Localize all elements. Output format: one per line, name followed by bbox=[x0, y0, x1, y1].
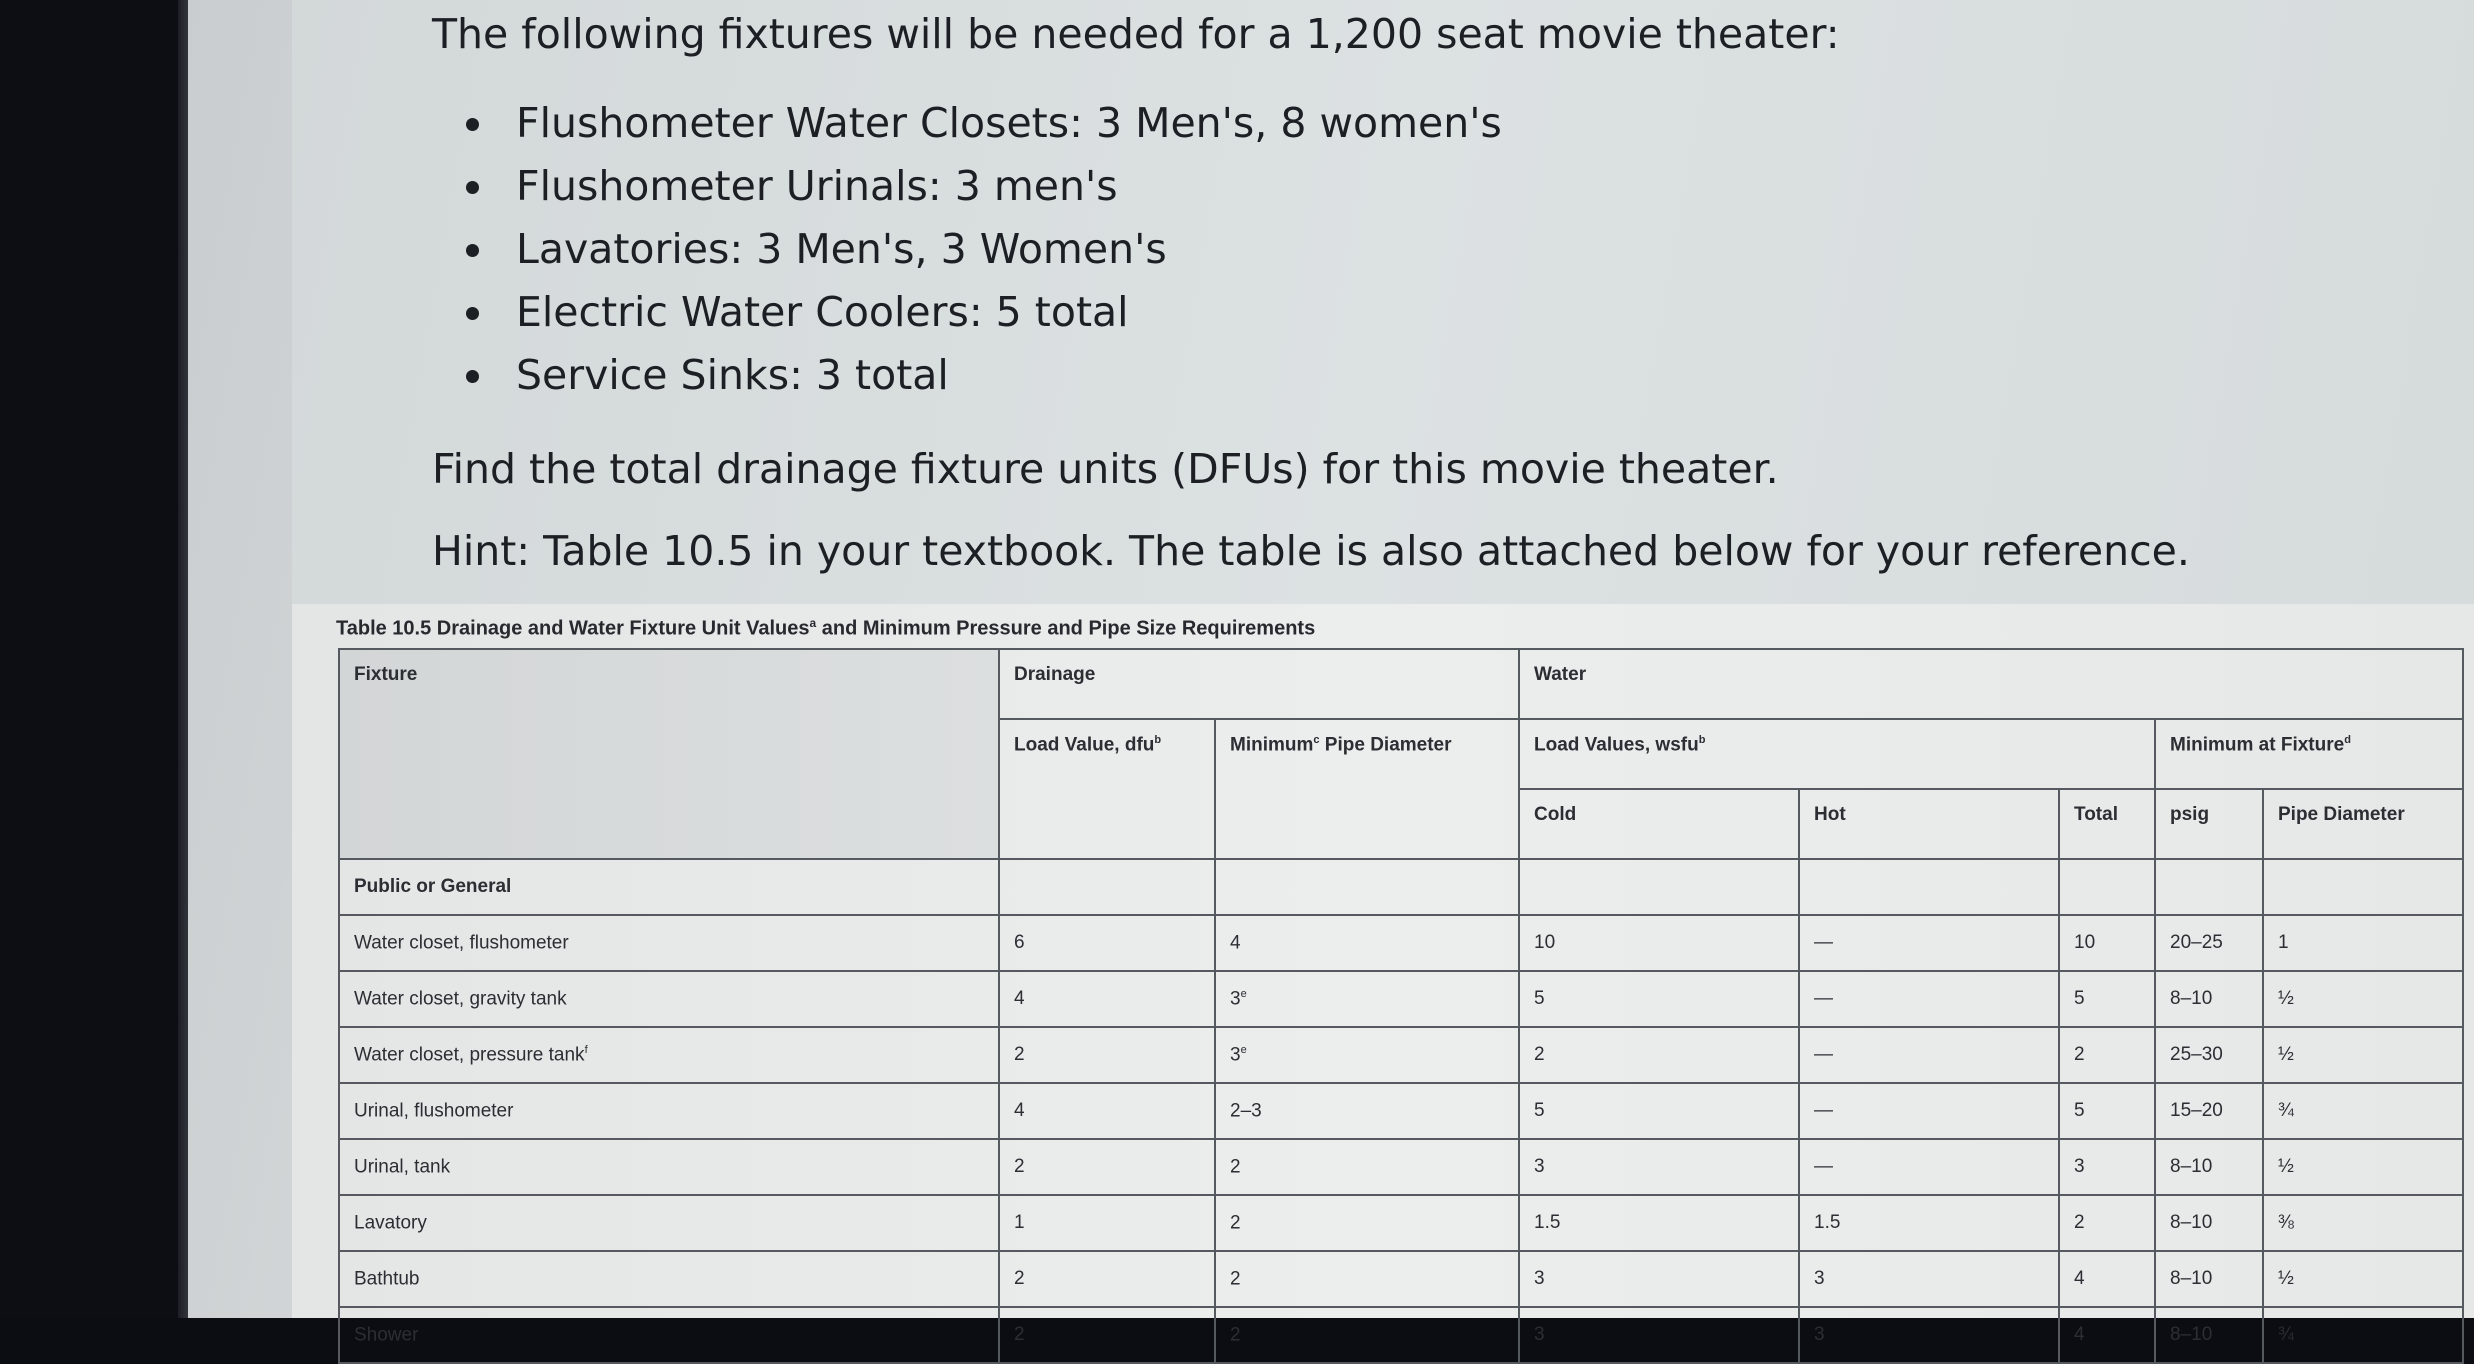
cell-total: 4 bbox=[2059, 1251, 2155, 1307]
cell-fixture: Urinal, tank bbox=[339, 1139, 999, 1195]
question-hint: Hint: Table 10.5 in your textbook. The table is also attached below for your reference. bbox=[432, 527, 2190, 575]
cell-psig: 25–30 bbox=[2155, 1027, 2263, 1083]
cell-hot: — bbox=[1799, 971, 2059, 1027]
header-water: Water bbox=[1519, 649, 2463, 719]
cell-pipe: ¾ bbox=[2263, 1307, 2463, 1363]
table-row bbox=[339, 1251, 2463, 1307]
header-load-value-dfu: Load Value, dfu$^b$ bbox=[999, 719, 1215, 859]
cell-pipe: ¾ bbox=[2263, 1083, 2463, 1139]
cell-cold: 3 bbox=[1519, 1139, 1799, 1195]
cell-dfu: 2 bbox=[999, 1027, 1215, 1083]
cell-psig: 8–10 bbox=[2155, 1139, 2263, 1195]
cell-dfu: 2 bbox=[999, 1251, 1215, 1307]
table-row bbox=[339, 1307, 2463, 1363]
fixture-unit-table bbox=[338, 648, 2464, 1364]
cell-pipe: ½ bbox=[2263, 1251, 2463, 1307]
list-item-text: Lavatories: 3 Men's, 3 Women's bbox=[516, 225, 1167, 273]
cell-dfu: 1 bbox=[999, 1195, 1215, 1251]
cell-cold: 5 bbox=[1519, 971, 1799, 1027]
list-item-text: Electric Water Coolers: 5 total bbox=[516, 288, 1129, 336]
monitor-bezel bbox=[0, 0, 185, 1318]
cell-hot: 1.5 bbox=[1799, 1195, 2059, 1251]
cell-psig: 8–10 bbox=[2155, 1195, 2263, 1251]
cell-pipe: ½ bbox=[2263, 1027, 2463, 1083]
cell-dfu: 2 bbox=[999, 1307, 1215, 1363]
cell-hot: — bbox=[1799, 1083, 2059, 1139]
header-total: Total bbox=[2059, 789, 2155, 859]
caption-footnote: a bbox=[809, 616, 817, 630]
cell-pipe: 1 bbox=[2263, 915, 2463, 971]
cell-diam: 2 bbox=[1215, 1195, 1519, 1251]
cell-psig: 8–10 bbox=[2155, 1251, 2263, 1307]
cell-psig: 8–10 bbox=[2155, 1307, 2263, 1363]
header-hot: Hot bbox=[1799, 789, 2059, 859]
header-psig: psig bbox=[2155, 789, 2263, 859]
list-item bbox=[462, 218, 1502, 281]
header-min-pipe-diameter: Minimum$^c$ Pipe Diameter bbox=[1215, 719, 1519, 859]
question-panel bbox=[292, 0, 2474, 604]
caption-text: Table 10.5 Drainage and Water Fixture Unit Values bbox=[336, 617, 810, 640]
cell-cold: 1.5 bbox=[1519, 1195, 1799, 1251]
cell-fixture: Water closet, flushometer bbox=[339, 915, 999, 971]
cell-cold: 3 bbox=[1519, 1251, 1799, 1307]
table-row bbox=[339, 1027, 2463, 1083]
cell-hot: 3 bbox=[1799, 1251, 2059, 1307]
table-image bbox=[292, 604, 2474, 1346]
cell-total: 5 bbox=[2059, 971, 2155, 1027]
cell-fixture: Lavatory bbox=[339, 1195, 999, 1251]
cell-diam: 2–3 bbox=[1215, 1083, 1519, 1139]
table-row bbox=[339, 1195, 2463, 1251]
data-table bbox=[338, 648, 2464, 1364]
table-row bbox=[339, 971, 2463, 1027]
cell-diam: 3e bbox=[1215, 971, 1519, 1027]
header-drainage: Drainage bbox=[999, 649, 1519, 719]
cell-diam: 2 bbox=[1215, 1307, 1519, 1363]
cell-fixture: Water closet, pressure tank$^f$ bbox=[339, 1027, 999, 1083]
list-item-text: Flushometer Urinals: 3 men's bbox=[516, 162, 1118, 210]
bullet-icon bbox=[466, 181, 479, 194]
cell-cold: 10 bbox=[1519, 915, 1799, 971]
cell-total: 5 bbox=[2059, 1083, 2155, 1139]
table-caption bbox=[336, 616, 1315, 641]
cell-psig: 8–10 bbox=[2155, 971, 2263, 1027]
fixture-list bbox=[462, 92, 1502, 407]
question-intro: The following fixtures will be needed for a 1,200 seat movie theater: bbox=[432, 10, 1840, 58]
cell-psig: 20–25 bbox=[2155, 915, 2263, 971]
cell-total: 3 bbox=[2059, 1139, 2155, 1195]
cell-pipe: ⅜ bbox=[2263, 1195, 2463, 1251]
cell-fixture: Urinal, flushometer bbox=[339, 1083, 999, 1139]
header-pipe-diameter: Pipe Diameter bbox=[2263, 789, 2463, 859]
cell-hot: — bbox=[1799, 1139, 2059, 1195]
bullet-icon bbox=[466, 307, 479, 320]
cell-fixture: Shower bbox=[339, 1307, 999, 1363]
cell-diam: 2 bbox=[1215, 1139, 1519, 1195]
list-item bbox=[462, 155, 1502, 218]
cell-dfu: 2 bbox=[999, 1139, 1215, 1195]
cell-fixture: Bathtub bbox=[339, 1251, 999, 1307]
cell-dfu: 4 bbox=[999, 1083, 1215, 1139]
bullet-icon bbox=[466, 244, 479, 257]
list-item-text: Flushometer Water Closets: 3 Men's, 8 women's bbox=[516, 99, 1502, 147]
header-load-values-wsfu: Load Values, wsfu$^b$ bbox=[1519, 719, 2155, 789]
table-row bbox=[339, 1139, 2463, 1195]
cell-psig: 15–20 bbox=[2155, 1083, 2263, 1139]
list-item-text: Service Sinks: 3 total bbox=[516, 351, 949, 399]
cell-cold: 2 bbox=[1519, 1027, 1799, 1083]
list-item bbox=[462, 344, 1502, 407]
cell-total: 2 bbox=[2059, 1027, 2155, 1083]
cell-diam: 2 bbox=[1215, 1251, 1519, 1307]
cell-pipe: ½ bbox=[2263, 971, 2463, 1027]
cell-dfu: 6 bbox=[999, 915, 1215, 971]
cell-hot: — bbox=[1799, 1027, 2059, 1083]
cell-cold: 5 bbox=[1519, 1083, 1799, 1139]
table-row bbox=[339, 1083, 2463, 1139]
cell-hot: 3 bbox=[1799, 1307, 2059, 1363]
list-item bbox=[462, 92, 1502, 155]
table-row bbox=[339, 915, 2463, 971]
header-cold: Cold bbox=[1519, 789, 1799, 859]
cell-total: 4 bbox=[2059, 1307, 2155, 1363]
cell-cold: 3 bbox=[1519, 1307, 1799, 1363]
bullet-icon bbox=[466, 118, 479, 131]
table-body bbox=[339, 915, 2463, 1363]
caption-text-rest: and Minimum Pressure and Pipe Size Requirements bbox=[816, 617, 1316, 640]
bullet-icon bbox=[466, 370, 479, 383]
cell-pipe: ½ bbox=[2263, 1139, 2463, 1195]
cell-hot: — bbox=[1799, 915, 2059, 971]
section-public-general: Public or General bbox=[339, 859, 999, 915]
screen bbox=[188, 0, 2474, 1346]
question-task: Find the total drainage fixture units (DFUs) for this movie theater. bbox=[432, 445, 1779, 493]
cell-total: 10 bbox=[2059, 915, 2155, 971]
list-item bbox=[462, 281, 1502, 344]
cell-diam: 4 bbox=[1215, 915, 1519, 971]
header-fixture: Fixture bbox=[339, 649, 999, 859]
cell-fixture: Water closet, gravity tank bbox=[339, 971, 999, 1027]
cell-diam: 3e bbox=[1215, 1027, 1519, 1083]
cell-total: 2 bbox=[2059, 1195, 2155, 1251]
cell-dfu: 4 bbox=[999, 971, 1215, 1027]
header-minimum-at-fixture: Minimum at Fixture$^d$ bbox=[2155, 719, 2463, 789]
